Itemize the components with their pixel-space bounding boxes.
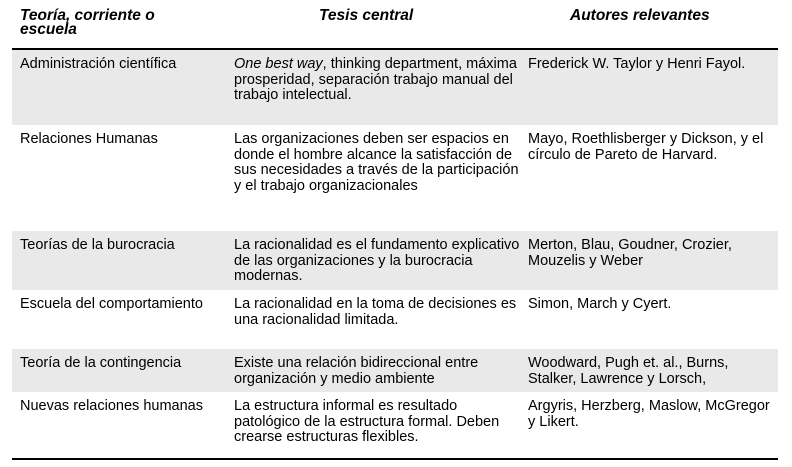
table-row [12,125,778,231]
table-row [12,392,778,449]
header-thesis: Tesis central [319,7,414,24]
table-row [12,231,778,290]
header-school: Teoría, corriente o escuela [20,7,155,38]
table-row [12,50,778,125]
thesis-emphasis: One best way [234,56,323,72]
school-cell: Administración científica [20,56,177,72]
table-header [12,6,778,50]
table-bottom-rule [12,458,778,460]
school-cell: Nuevas relaciones humanas [20,398,203,414]
authors-cell: Merton, Blau, Goudner, Crozier, Mouzelis y Weber [528,237,732,269]
authors-cell: Woodward, Pugh et. al., Burns, Stalker, Lawrence y Lorsch, [528,355,729,387]
authors-cell: Argyris, Herzberg, Maslow, McGregor y Likert. [528,398,770,430]
thesis-cell [234,57,522,104]
table-row [12,349,778,392]
authors-cell: Mayo, Roethlisberger y Dickson, y el círculo de Pareto de Harvard. [528,131,764,163]
school-cell: Teorías de la burocracia [20,237,175,253]
thesis-cell: Existe una relación bidireccional entre organización y medio ambiente [234,355,479,387]
header-authors: Autores relevantes [570,7,710,24]
schools-table [12,6,778,449]
thesis-cell: La racionalidad en la toma de decisiones es una racionalidad limitada. [234,296,517,328]
table-row [12,290,778,349]
school-cell: Escuela del comportamiento [20,296,203,312]
thesis-cell: La racionalidad es el fundamento explicativo de las organizaciones y la burocracia modernas. [234,237,520,284]
thesis-cell: La estructura informal es resultado patológico de la estructura formal. Deben crearse estructuras flexibles. [234,398,500,445]
authors-cell: Simon, March y Cyert. [528,296,672,312]
thesis-text: , thinking department, máxima prosperidad, separación trabajo manual del trabajo intelectual. [234,56,517,103]
school-cell: Relaciones Humanas [20,131,158,147]
school-cell: Teoría de la contingencia [20,355,182,371]
thesis-cell: Las organizaciones deben ser espacios en donde el hombre alcance la satisfacción de sus necesidades a través de la participación y el trabajo organizacionales [234,131,519,194]
authors-cell: Frederick W. Taylor y Henri Fayol. [528,56,746,72]
